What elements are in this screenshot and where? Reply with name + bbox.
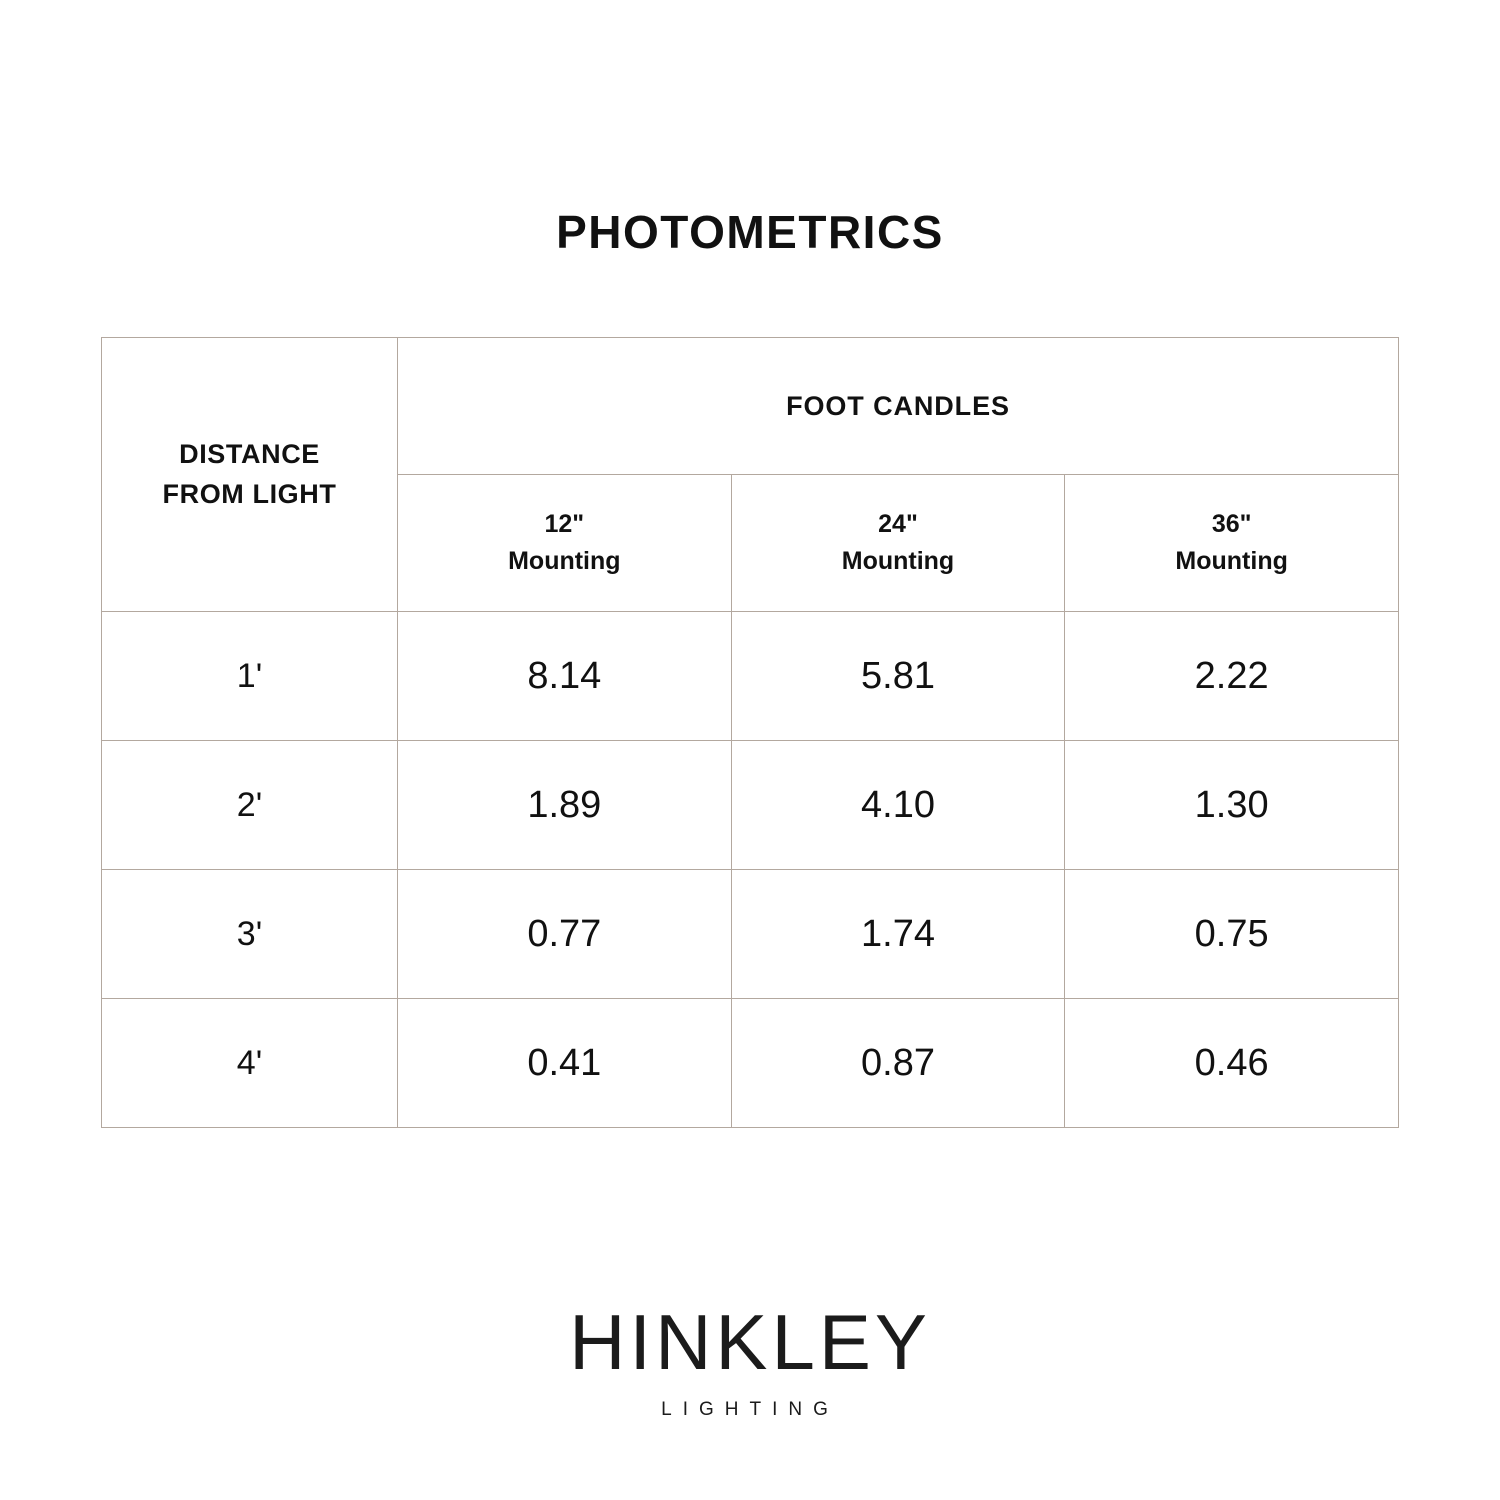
cell-value-36: 2.22	[1065, 612, 1399, 741]
header-mounting-36-size: 36"	[1211, 509, 1252, 538]
header-mounting-24-unit: Mounting	[841, 547, 955, 575]
cell-value-12: 8.14	[398, 612, 732, 741]
cell-distance: 3'	[102, 870, 398, 999]
header-foot-candles: FOOT CANDLES	[398, 338, 1399, 475]
brand-logo	[569, 1298, 931, 1421]
table-row	[102, 870, 1399, 999]
header-distance-from-light	[102, 338, 398, 612]
table-body	[102, 612, 1399, 1128]
cell-value-24: 1.74	[731, 870, 1065, 999]
cell-value-24: 4.10	[731, 741, 1065, 870]
cell-value-36: 0.75	[1065, 870, 1399, 999]
header-mounting-24-size: 24"	[878, 509, 918, 538]
cell-value-12: 0.41	[398, 999, 732, 1128]
header-mounting-12	[398, 475, 732, 612]
table-row	[102, 999, 1399, 1128]
header-mounting-36-unit: Mounting	[1175, 547, 1288, 575]
table-header-row-1	[102, 338, 1399, 475]
photometrics-table-container	[101, 337, 1399, 1128]
header-distance-line1: DISTANCE	[179, 439, 320, 470]
cell-value-12: 0.77	[398, 870, 732, 999]
cell-value-36: 1.30	[1065, 741, 1399, 870]
cell-distance: 2'	[102, 741, 398, 870]
table-row	[102, 741, 1399, 870]
cell-value-36: 0.46	[1065, 999, 1399, 1128]
table-row	[102, 612, 1399, 741]
photometrics-table	[101, 337, 1399, 1128]
cell-value-24: 5.81	[731, 612, 1065, 741]
cell-value-24: 0.87	[731, 999, 1065, 1128]
page-title: PHOTOMETRICS	[556, 206, 944, 258]
header-mounting-12-size: 12"	[544, 509, 585, 538]
header-mounting-36	[1065, 475, 1399, 612]
cell-value-12: 1.89	[398, 741, 732, 870]
cell-distance: 1'	[102, 612, 398, 741]
cell-distance: 4'	[102, 999, 398, 1128]
brand-name: HINKLEY	[569, 1298, 931, 1386]
brand-tagline: LIGHTING	[661, 1399, 839, 1420]
table-head	[102, 338, 1399, 612]
header-mounting-12-unit: Mounting	[508, 547, 621, 575]
header-distance-line2: FROM LIGHT	[162, 478, 337, 509]
header-mounting-24	[731, 475, 1065, 612]
